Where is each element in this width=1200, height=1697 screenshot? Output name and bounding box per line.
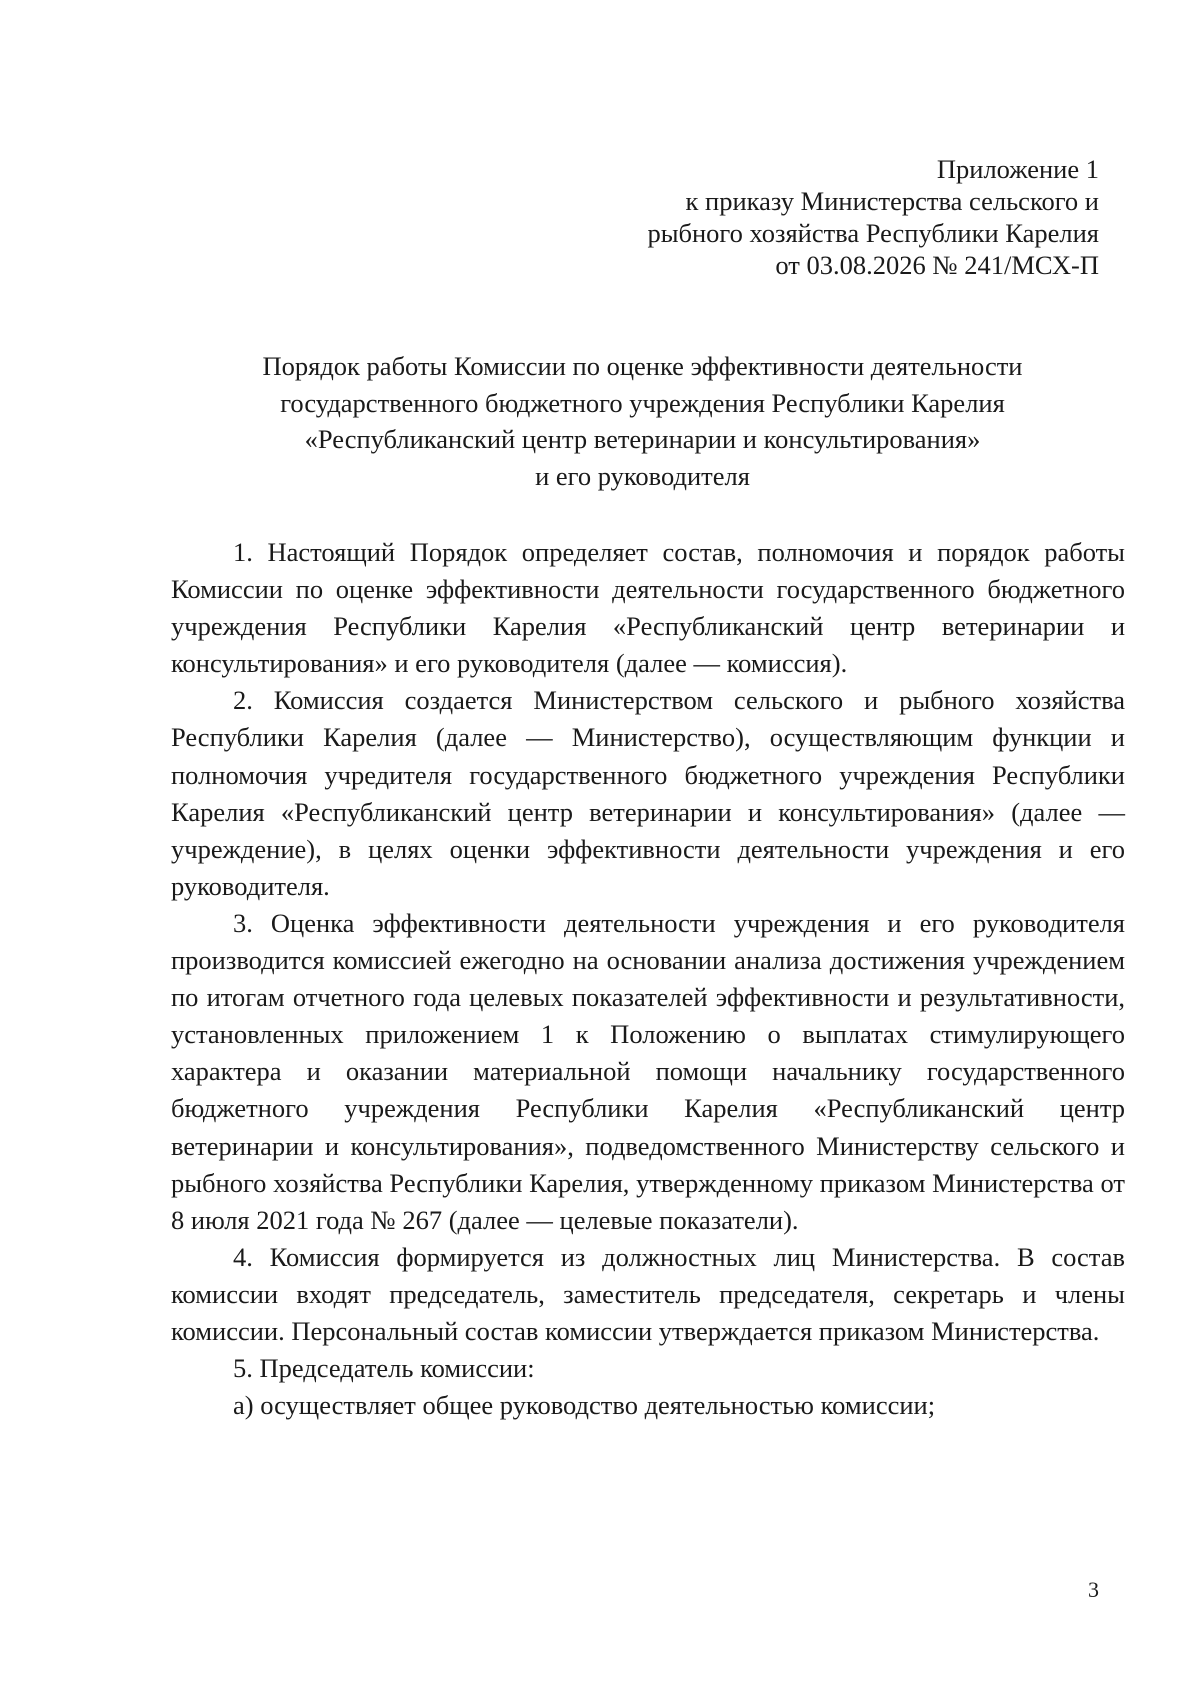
page-number: 3: [1088, 1577, 1099, 1602]
title-line-3: «Республиканский центр ветеринарии и консультирования»: [304, 424, 981, 454]
appendix-number: Приложение 1: [936, 154, 1099, 184]
title-line-1: Порядок работы Комиссии по оценке эффективности деятельности: [262, 351, 1023, 381]
paragraph-1: 1. Настоящий Порядок определяет состав, полномочия и порядок работы Комиссии по оценке эффективности деятельности государственного бюджетного учреждения Республики Карелия «Республиканский центр ветеринарии и консультирования» и его руководителя (далее — комиссия).: [171, 537, 1125, 679]
appendix-header: [539, 153, 1099, 281]
document-body: [171, 534, 1125, 1424]
paragraph-5: 5. Председатель комиссии:: [233, 1353, 535, 1384]
paragraph-6: а) осуществляет общее руководство деятельностью комиссии;: [233, 1390, 936, 1421]
paragraph-2: 2. Комиссия создается Министерством сельского и рыбного хозяйства Республики Карелия (далее — Министерство), осуществляющим функции и полномочия учредителя государственного бюджетного учреждения Республики Карелия «Республиканский центр ветеринарии и консультирования» (далее — учреждение), в целях оценки эффективности деятельности учреждения и его руководителя.: [171, 685, 1125, 901]
title-line-2: государственного бюджетного учреждения Республики Карелия: [280, 387, 1005, 418]
title-line-4: и его руководителя: [535, 460, 750, 491]
appendix-order-date: от 03.08.2026 № 241/МСХ-П: [775, 250, 1099, 280]
document-title: [160, 348, 1125, 494]
paragraph-4: 4. Комиссия формируется из должностных лиц Министерства. В состав комиссии входят председатель, заместитель председателя, секретарь и члены комиссии. Персональный состав комиссии утверждается приказом Министерства.: [171, 1241, 1125, 1346]
appendix-order-ref: к приказу Министерства сельского и: [685, 186, 1099, 216]
appendix-ministry: рыбного хозяйства Республики Карелия: [647, 218, 1099, 248]
paragraph-3: 3. Оценка эффективности деятельности учреждения и его руководителя производится комиссией ежегодно на основании анализа достижения учреждением по итогам отчетного года целевых показателей эффективности и результативности, установленных приложением 1 к Положению о выплатах стимулирующего характера и оказании материальной помощи начальнику государственного бюджетного учреждения Республики Карелия «Республиканский центр ветеринарии и консультирования», подведомственного Министерству сельского и рыбного хозяйства Республики Карелия, утвержденному приказом Министерства от 8 июля 2021 года № 267 (далее — целевые показатели).: [171, 907, 1125, 1235]
